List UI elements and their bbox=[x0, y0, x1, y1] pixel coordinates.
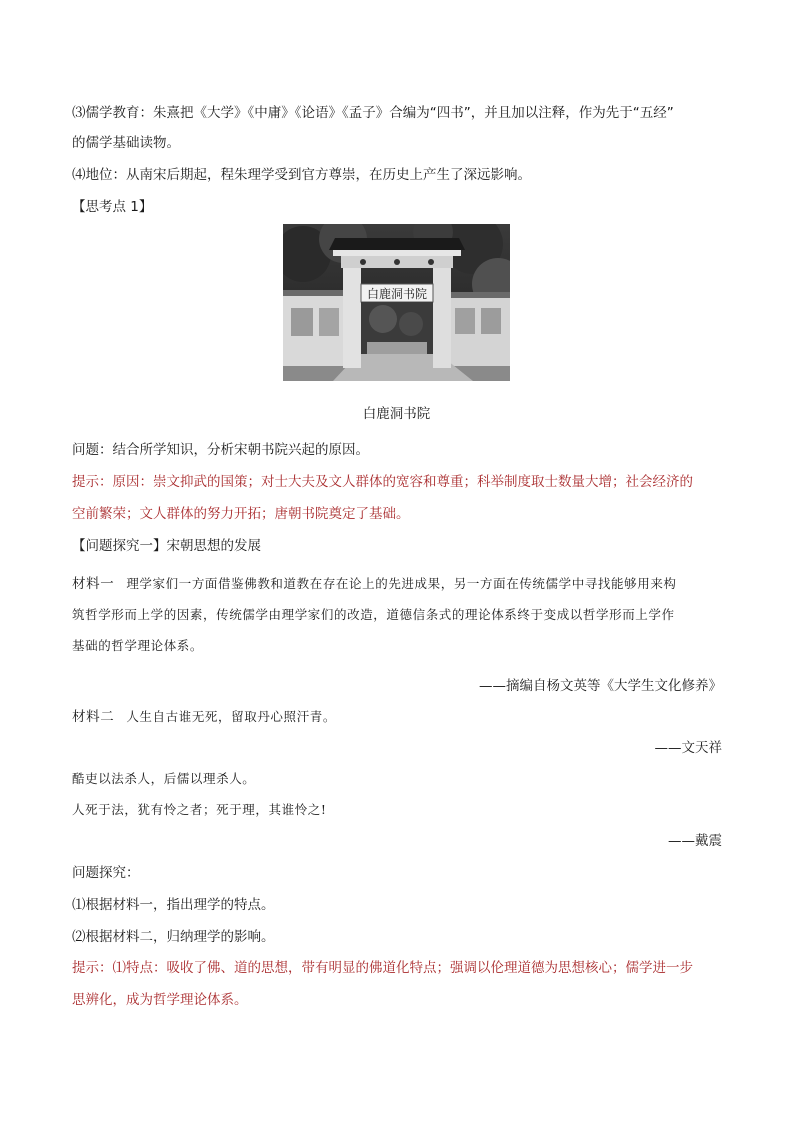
question-2: ⑵根据材料二，归纳理学的影响。 bbox=[72, 929, 275, 945]
hint-academy-1: 提示：原因：崇文抑武的国策；对士大夫及文人群体的宽容和尊重；科举制度取士数量大增；社会经济的 bbox=[72, 474, 693, 490]
hint-academy-2: 空前繁荣；文人群体的努力开拓；唐朝书院奠定了基础。 bbox=[72, 506, 410, 522]
material-2-source-2: ——戴震 bbox=[668, 833, 722, 849]
para-confucian-education-2: 的儒学基础读物。 bbox=[72, 135, 180, 151]
material-2-line-3: 人死于法，犹有怜之者；死于理，其谁怜之! bbox=[72, 802, 327, 817]
material-2-line-1 bbox=[72, 707, 722, 727]
academy-gate-photo bbox=[283, 224, 510, 381]
material-1-text-1: 理学家们一方面借鉴佛教和道教在存在论上的先进成果，另一方面在传统儒学中寻找能够用来构 bbox=[126, 576, 677, 591]
photo-caption: 白鹿洞书院 bbox=[362, 406, 431, 422]
para-confucian-education-1: ⑶儒学教育：朱熹把《大学》《中庸》《论语》《孟子》合编为“四书”，并且加以注释，作为先于“五经” bbox=[72, 105, 674, 121]
explore-tag: 【问题探究一】 bbox=[72, 538, 167, 554]
material-2-label: 材料二 bbox=[72, 709, 115, 725]
explore-questions-heading: 问题探究： bbox=[72, 865, 140, 881]
material-1-line-2: 筑哲学形而上学的因素，传统儒学由理学家们的改造，道德信条式的理论体系终于变成以哲学形而上学作 bbox=[72, 607, 675, 622]
material-2-text-1: 人生自古谁无死，留取丹心照汗青。 bbox=[126, 709, 336, 724]
material-1-line-3: 基础的哲学理论体系。 bbox=[72, 638, 204, 653]
explore-title: 宋朝思想的发展 bbox=[166, 538, 261, 554]
material-2-source-1: ——文天祥 bbox=[654, 740, 722, 756]
think-point-heading: 【思考点 1】 bbox=[72, 199, 153, 215]
hint-explore-1: 提示：⑴特点：吸收了佛、道的思想，带有明显的佛道化特点；强调以伦理道德为思想核心；儒学进一步 bbox=[72, 960, 693, 976]
plaque-text: 白鹿洞书院 bbox=[366, 287, 428, 301]
material-1-line-1 bbox=[72, 574, 722, 594]
material-1-label: 材料一 bbox=[72, 576, 115, 592]
material-1-source: ——摘编自杨文英等《大学生文化修养》 bbox=[479, 678, 722, 694]
question-academy: 问题：结合所学知识，分析宋朝书院兴起的原因。 bbox=[72, 442, 369, 458]
para-status: ⑷地位：从南宋后期起，程朱理学受到官方尊崇，在历史上产生了深远影响。 bbox=[72, 167, 531, 183]
explore-heading bbox=[72, 536, 722, 556]
hint-explore-2: 思辨化，成为哲学理论体系。 bbox=[72, 992, 248, 1008]
question-1: ⑴根据材料一，指出理学的特点。 bbox=[72, 897, 275, 913]
material-2-line-2: 酷吏以法杀人，后儒以理杀人。 bbox=[72, 771, 256, 786]
